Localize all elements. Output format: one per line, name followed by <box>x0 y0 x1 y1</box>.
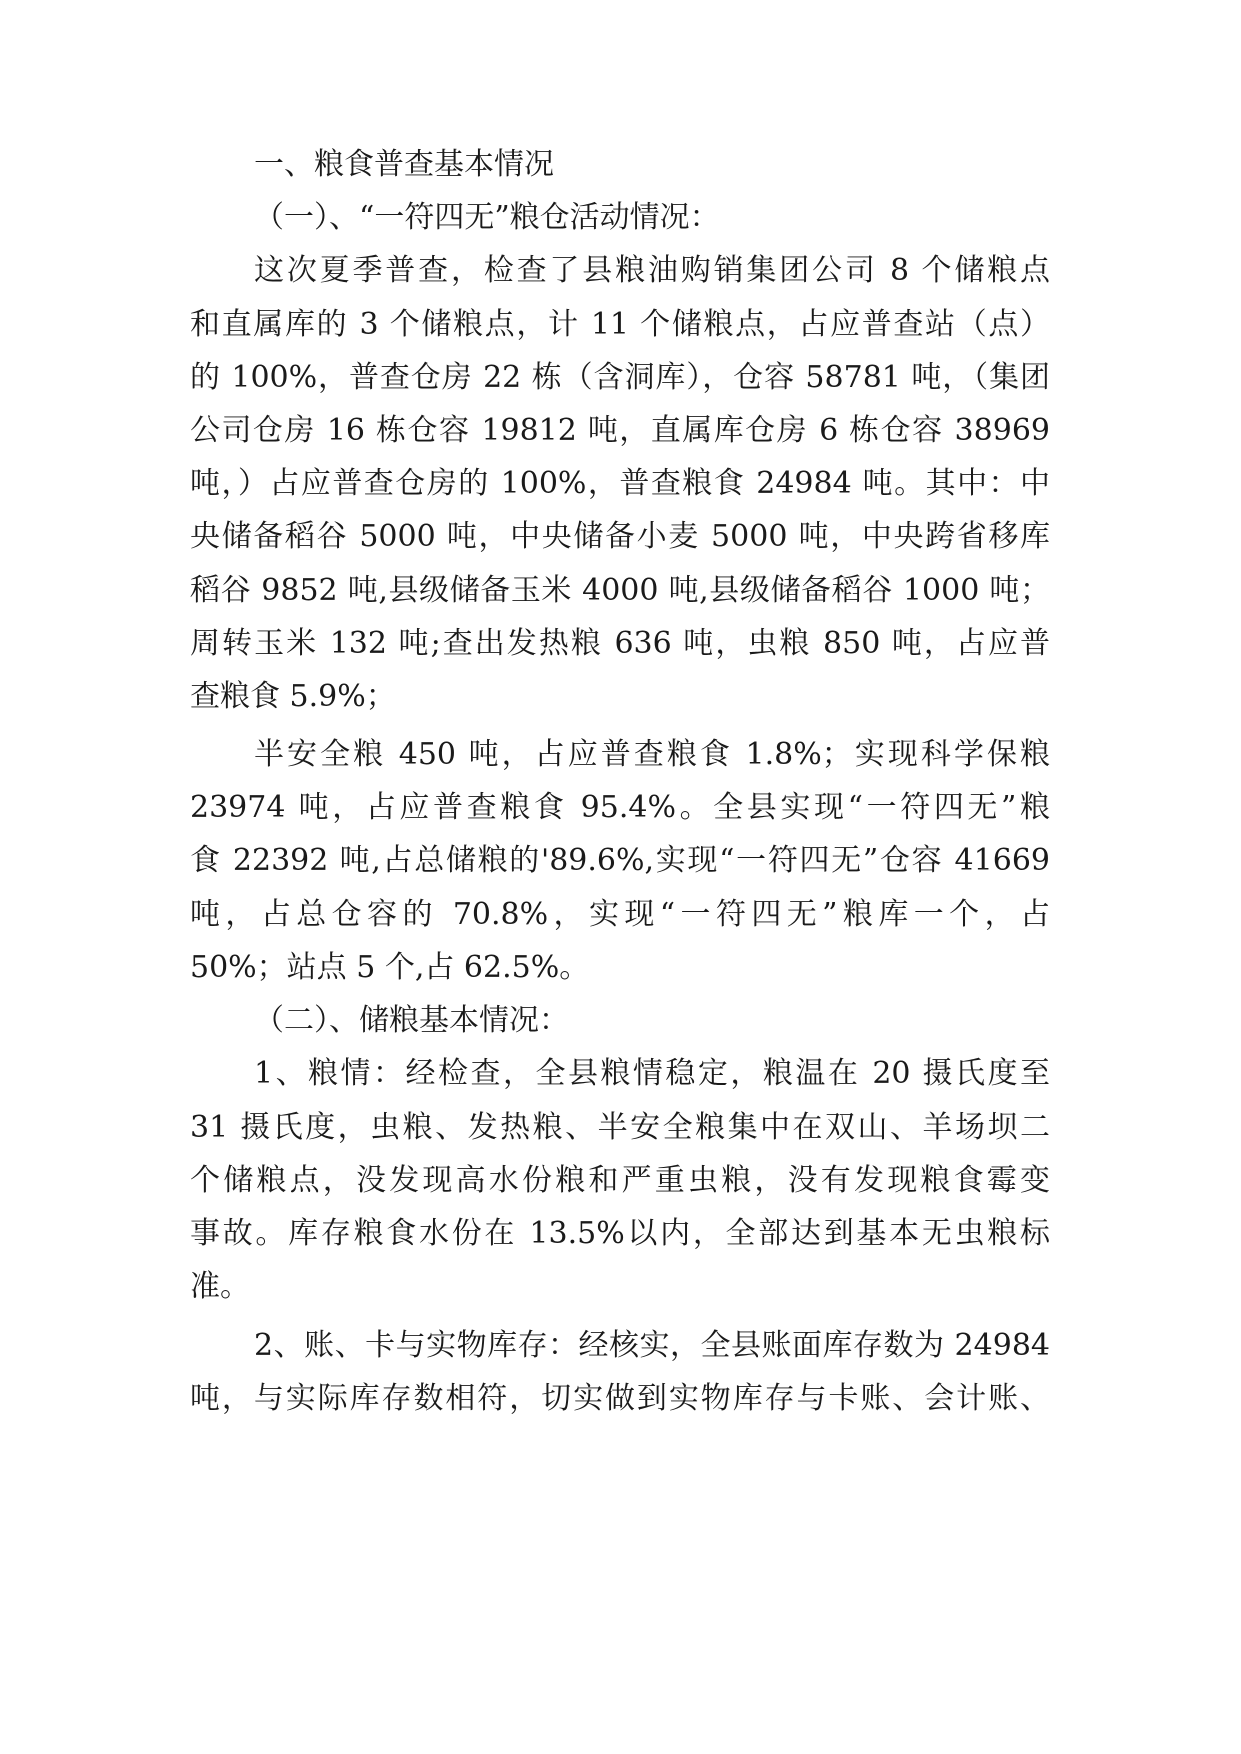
section-heading: 一、粮食普查基本情况 <box>254 147 554 182</box>
paragraph-line: 事故。库存粮食水份在 13.5%以内，全部达到基本无虫粮标 <box>190 1216 1050 1251</box>
paragraph-line: 31 摄氏度，虫粮、发热粮、半安全粮集中在双山、羊场坝二 <box>190 1110 1050 1145</box>
paragraph-line: 食 22392 吨,占总储粮的'89.6%,实现“一符四无”仓容 41669 <box>190 843 1050 878</box>
paragraph-line: 稻谷 9852 吨,县级储备玉米 4000 吨,县级储备稻谷 1000 吨； <box>190 573 1050 608</box>
paragraph-line: 吨，）占应普查仓房的 100%，普查粮食 24984 吨。其中：中 <box>190 466 1050 501</box>
paragraph-line: 1、粮情：经检查，全县粮情稳定，粮温在 20 摄氏度至 <box>254 1056 1050 1091</box>
paragraph-line: 央储备稻谷 5000 吨，中央储备小麦 5000 吨，中央跨省移库 <box>190 519 1050 554</box>
paragraph-line: 和直属库的 3 个储粮点，计 11 个储粮点，占应普查站（点） <box>190 307 1050 342</box>
paragraph-line: 50%；站点 5 个,占 62.5%。 <box>190 950 590 985</box>
paragraph-line: 2、账、卡与实物库存：经核实，全县账面库存数为 24984 <box>254 1328 1050 1363</box>
paragraph-line: 查粮食 5.9%； <box>190 679 396 714</box>
subsection-title-2: （二）、储粮基本情况： <box>254 1003 569 1038</box>
paragraph-line: 的 100%，普查仓房 22 栋（含洞库），仓容 58781 吨，（集团 <box>190 360 1050 395</box>
paragraph-line: 这次夏季普查，检查了县粮油购销集团公司 8 个储粮点 <box>254 253 1050 288</box>
paragraph-line: 吨，占总仓容的 70.8%，实现“一符四无”粮库一个，占 <box>190 897 1050 932</box>
paragraph-line: 准。 <box>190 1269 250 1304</box>
paragraph-line: 个储粮点，没发现高水份粮和严重虫粮，没有发现粮食霉变 <box>190 1163 1050 1198</box>
paragraph-line: 周转玉米 132 吨;查出发热粮 636 吨，虫粮 850 吨，占应普 <box>190 626 1050 661</box>
subsection-title-1: （一）、“一符四无”粮仓活动情况： <box>254 200 720 235</box>
paragraph-line: 公司仓房 16 栋仓容 19812 吨，直属库仓房 6 栋仓容 38969 <box>190 413 1050 448</box>
paragraph-line: 半安全粮 450 吨，占应普查粮食 1.8%；实现科学保粮 <box>254 737 1050 772</box>
paragraph-line: 23974 吨，占应普查粮食 95.4%。全县实现“一符四无”粮 <box>190 790 1050 825</box>
paragraph-line: 吨，与实际库存数相符，切实做到实物库存与卡账、会计账、 <box>190 1381 1050 1416</box>
